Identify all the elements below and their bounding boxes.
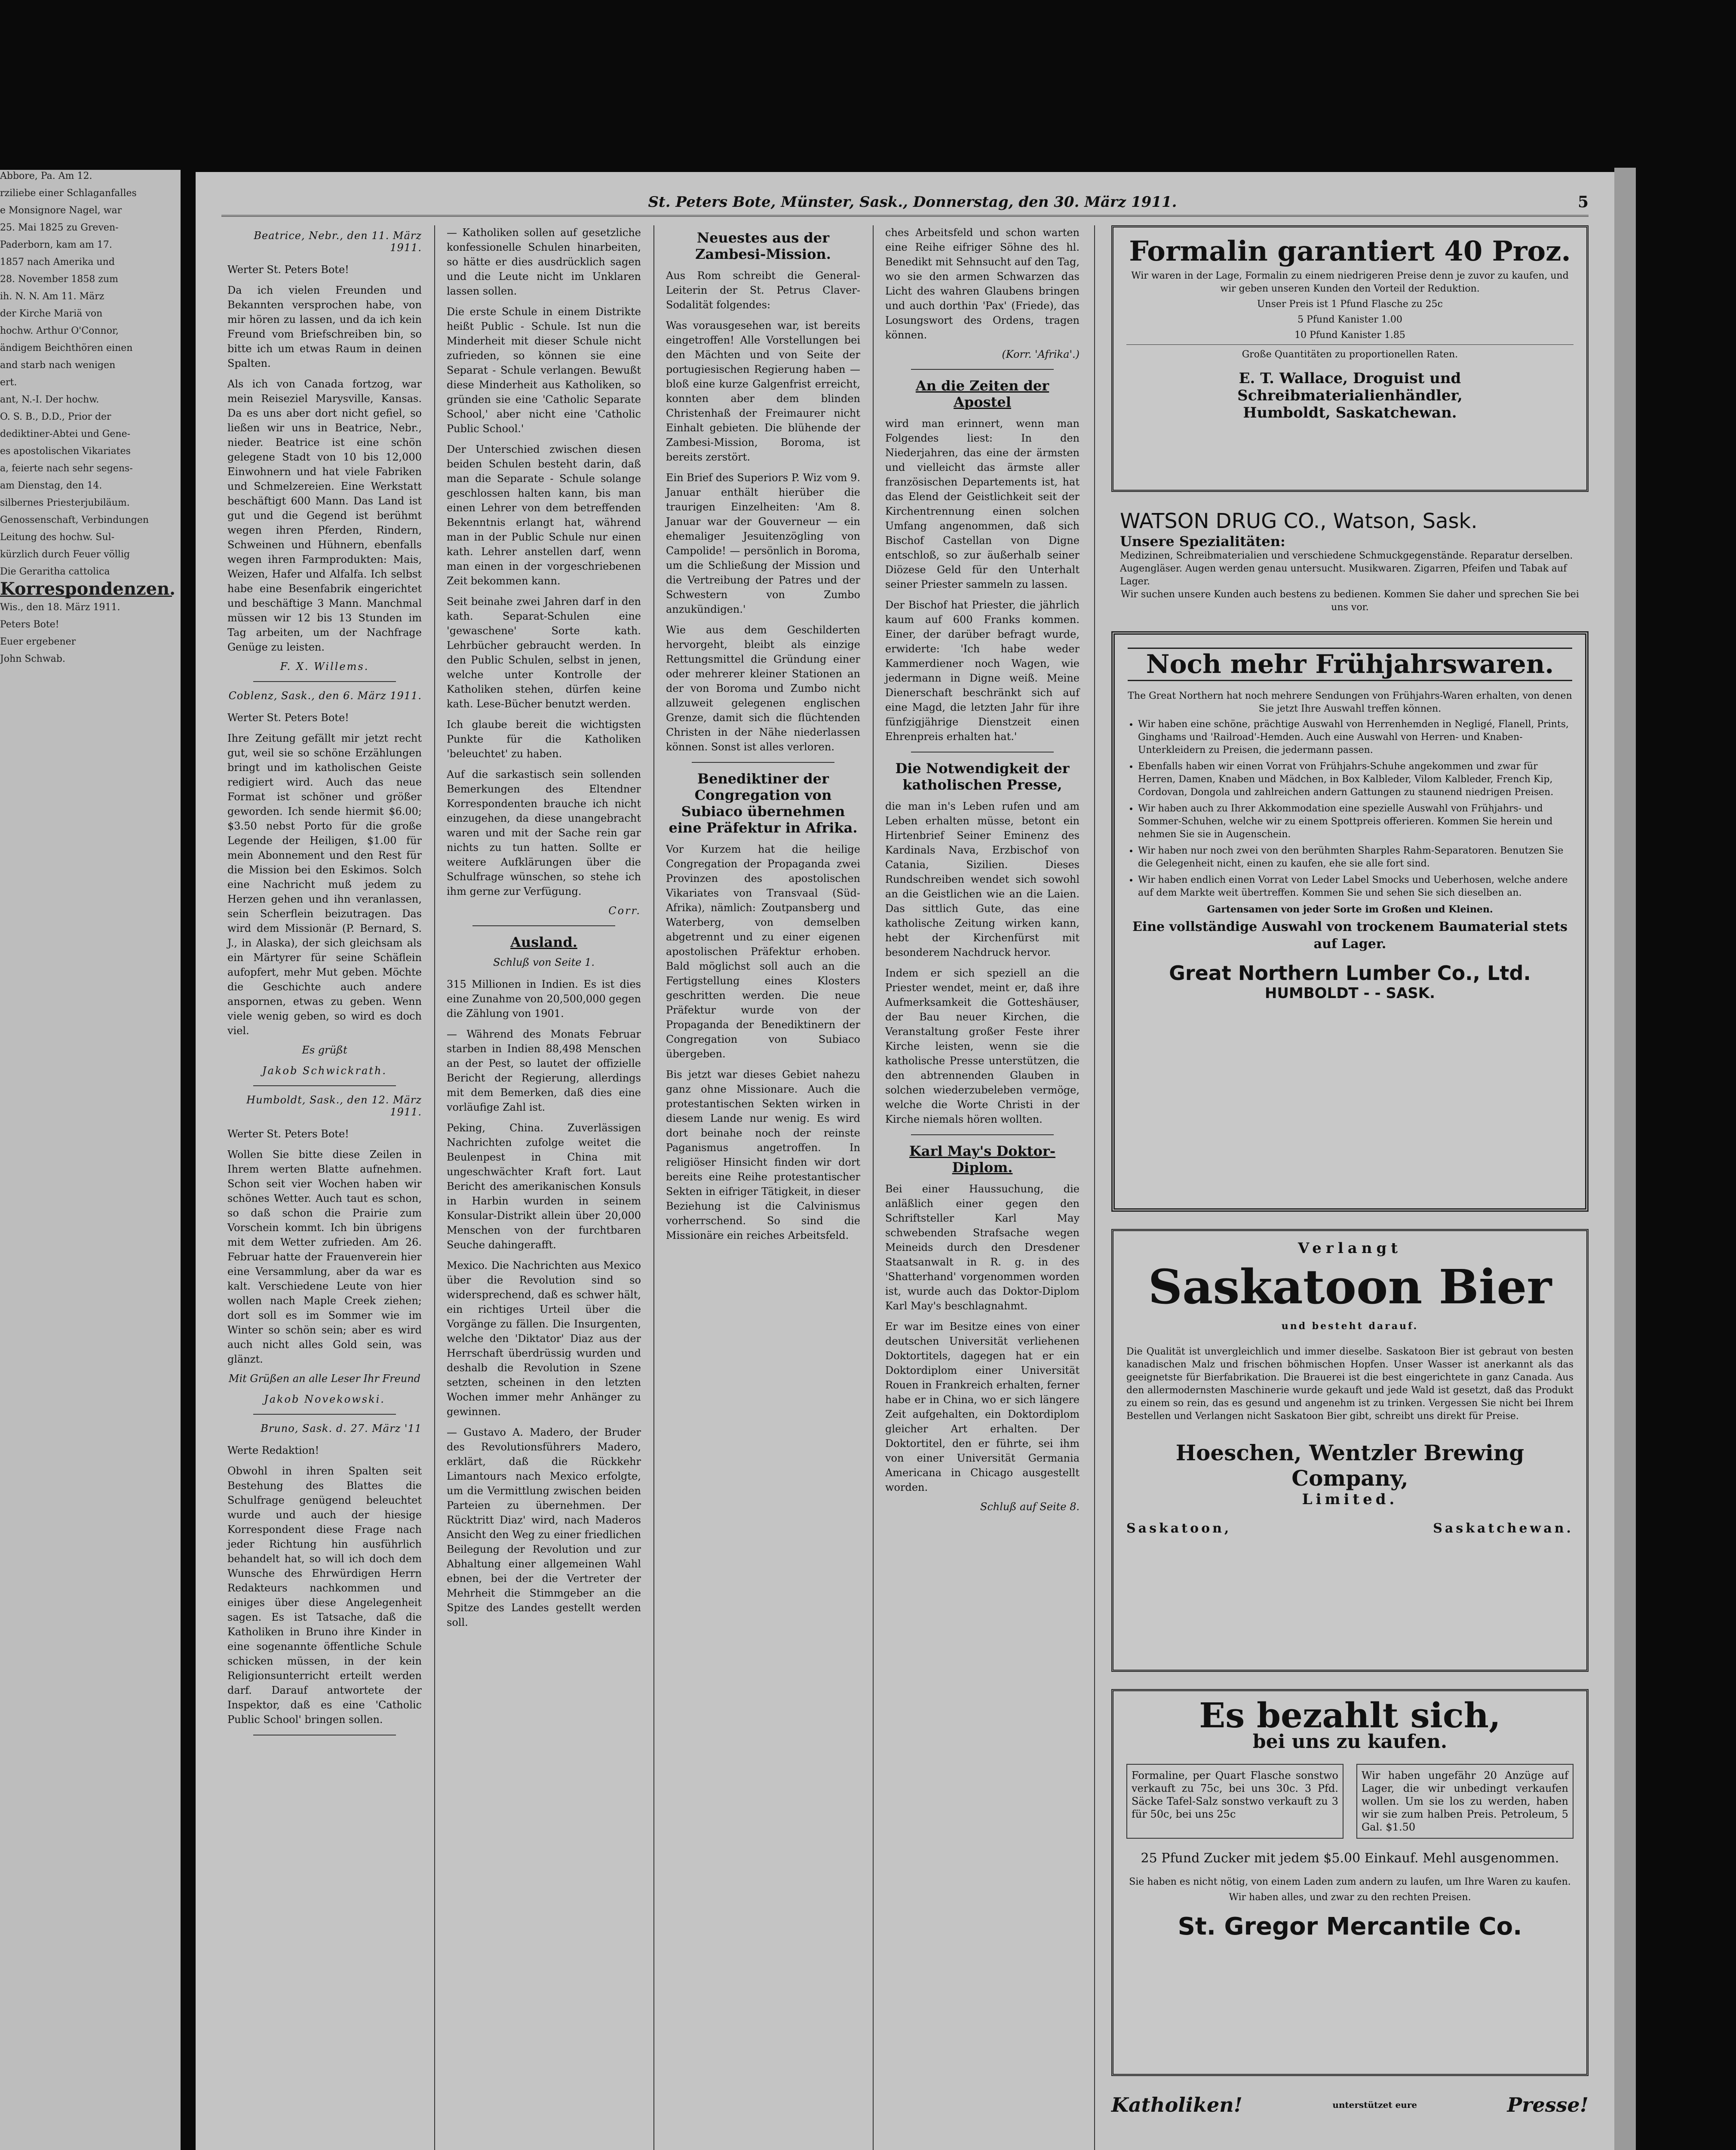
ad-bier-sub: und besteht darauf. [1281, 1321, 1419, 1332]
ad-gregor-company: St. Gregor Mercantile Co. [1178, 1913, 1522, 1941]
section-title-zambesi: Neuestes aus der Zambesi-Mission. [695, 230, 831, 262]
section-title-benediktiner: Benediktiner der Congregation von Subiaco übernehmen eine Präfektur in Afrika. [669, 771, 858, 836]
prev-page-line: der Kirche Mariä von [0, 308, 103, 319]
ad-formalin [1111, 225, 1589, 492]
letter-signature: F. X. Willems. [280, 660, 369, 673]
ad-lumber-intro: The Great Northern hat noch mehrere Sendungen von Frühjahrs-Waren erhalten, von denen Sie jetzt Ihre Auswahl treffen können. [1128, 691, 1572, 714]
ad-watson-subtitle: Unsere Spezialitäten: [1120, 533, 1285, 550]
ad-watson-specialties: Medizinen, Schreibmaterialien und verschiedene Schmuckgegenstände. Reparatur derselben. Augengläser. Augen werden genau untersucht. Musikwaren. Zigarren, Pfeifen und Tabak auf Lager. [1120, 550, 1573, 587]
prev-page-line: ändigem Beichthören einen [0, 343, 133, 353]
paragraph: — Gustavo A. Madero, der Bruder des Revolutionsführers Madero, erklärt, daß die Rückkehr Limantours nach Mexico erfolgte, um die Vermittlung zwischen beiden Parteien zu übernehmen. Der Rücktritt Diaz' wird, nach Maderos Ansicht den Weg zu einer friedlichen Beilegung der Revolution und zur Abhaltung einer allgemeinen Wahl ebnen, bei der die Vertreter der Mehrheit die Stimmgeber an die Spitze des Landes gestellt werden soll. [447, 1426, 641, 1628]
ad-formalin-note: Große Quantitäten zu proportionellen Raten. [1126, 344, 1573, 361]
page-title: St. Peters Bote, Münster, Sask., Donnerstag, den 30. März 1911. [648, 194, 1177, 211]
prev-page-line: am Dienstag, den 14. [0, 480, 102, 491]
prev-page-line: John Schwab. [0, 654, 65, 664]
divider [911, 1134, 1054, 1135]
column-rule [434, 225, 435, 2150]
section-title-presse: Die Notwendigkeit der katholischen Presse, [895, 760, 1070, 793]
ad-lumber-item: • Wir haben eine schöne, prächtige Auswahl von Herrenhemden in Negligé, Flanell, Prints, Ginghams und 'Railroad'-Hemden. Auch eine Auswahl von Herren- und Knaben-Unterkleidern zu Preisen, die jedermann passen. [1138, 718, 1572, 757]
paragraph: Wollen Sie bitte diese Zeilen in Ihrem werten Blatte aufnehmen. Schon seit vier Wochen haben wir schönes Wetter. Auch taut es schon, so daß schon die Prairie zum Vorschein kommt. Ich bin übrigens mit dem Wetter zufrieden. Am 26. Februar hatte der Frauenverein hier eine Versammlung, aber da war es kalt. Verschiedene Leute von hier wollen nach Maple Creek ziehen; dort soll es im Sommer wie im Winter so schön sein; aber es wird auch nicht alles Gold sein, was glänzt. [227, 1149, 422, 1365]
prev-page-line: 28. November 1858 zum [0, 274, 118, 285]
page-edge [1614, 168, 1636, 2150]
letter-salutation: Werter St. Peters Bote! [227, 712, 349, 724]
ad-watson [1111, 509, 1589, 614]
footer-right: Presse! [1507, 2093, 1589, 2116]
prev-page-line: Genossenschaft, Verbindungen [0, 515, 149, 525]
paragraph: Auf die sarkastisch sein sollenden Bemerkungen des Eltendner Korrespondenten brauche ich nicht einzugehen, da diese unangebracht waren und mit der Sache rein gar nichts zu tun hatten. Sollte er weitere Aufklärungen über die Schulfrage wünschen, so stehe ich ihm gerne zur Verfügung. [447, 768, 641, 897]
ad-lumber-item: • Wir haben auch zu Ihrer Akkommodation eine spezielle Auswahl von Frühjahrs- und Sommer-Schuhen, welche wir zu einem Spottpreis offerieren. Kommen Sie herein und nehmen Sie sie in Augenschein. [1138, 802, 1572, 841]
prev-page-line: ert. [0, 377, 17, 388]
ad-gregor-sub: bei uns zu kaufen. [1252, 1731, 1448, 1753]
section-title-apostel: An die Zeiten der Apostel [915, 378, 1049, 410]
paragraph: Mexico. Die Nachrichten aus Mexico über die Revolution sind so widersprechend, daß es schwer hält, ein richtiges Urteil über die Vorgänge zu fällen. Die Insurgenten, welche den 'Diktator' Diaz aus der Herrschaft überdrüssig wurden und deshalb die Revolution in Szene setzten, scheinen in den letzten Wochen immer mehr Anhänger zu gewinnen. [447, 1259, 641, 1418]
prev-page-line: Abbore, Pa. Am 12. [0, 171, 92, 181]
letter-dateline: Bruno, Sask. d. 27. März '11 [261, 1422, 422, 1434]
divider [253, 1414, 396, 1415]
divider [253, 1085, 396, 1086]
section-title-karl-may: Karl May's Doktor-Diplom. [909, 1143, 1055, 1176]
paragraph: Ein Brief des Superiors P. Wiz vom 9. Januar enthält hierüber die traurigen Einzelheiten: 'Am 8. Januar war der Gouverneur — ein ehemaliger Jesuitenzögling von Campolide! — persönlich in Boroma, um die Schließung der Mission und die Vertreibung der Patres und der Schwestern von Zumbo anzukündigen.' [666, 472, 860, 615]
paragraph: Da ich vielen Freunden und Bekannten versprochen habe, von mir hören zu lassen, und da ich kein Freund vom Briefschreiben bin, so bitte ich um etwas Raum in deinen Spalten. [227, 284, 422, 369]
paragraph: 315 Millionen in Indien. Es ist dies eine Zunahme von 20,500,000 gegen die Zählung von 1901. [447, 978, 641, 1020]
divider [911, 369, 1054, 370]
paragraph: Bis jetzt war dieses Gebiet nahezu ganz ohne Missionare. Auch die protestantischen Sekten wirken in diesem Lande nur wenig. Es wird dort beinahe noch der reinste Paganismus angetroffen. In religiöser Hinsicht finden wir dort bereits eine Reihe protestantischer Sekten in eifriger Tätigkeit, in dieser Beziehung ist die Calvinismus vorherrschend. So sind die Missionäre ein reiches Arbeitsfeld. [666, 1069, 860, 1241]
footer-middle: unterstützet eure [1332, 2100, 1417, 2110]
column-3 [660, 225, 866, 2150]
letter-greeting: Mit Grüßen an alle Leser Ihr Freund [228, 1373, 421, 1385]
prev-page-line: kürzlich durch Feuer völlig [0, 549, 130, 560]
ad-lumber-bottom: Eine vollständige Auswahl von trockenem Baumaterial stets auf Lager. [1132, 919, 1567, 952]
ad-bier-address [1126, 1521, 1573, 1536]
ad-formalin-text: Wir waren in der Lage, Formalin zu einem niedrigeren Preise denn je zuvor zu kaufen, und wir geben unseren Kunden den Vorteil der Reduktion. [1131, 270, 1569, 294]
letter-dateline: Humboldt, Sask., den 12. März 1911. [246, 1094, 422, 1118]
ad-lumber-garden: Gartensamen von jeder Sorte im Großen und Kleinen. [1207, 904, 1493, 915]
ad-gregor-note2: Wir haben alles, und zwar zu den rechten Preisen. [1229, 1892, 1471, 1903]
prev-page-line: Korrespondenzen. [0, 579, 176, 599]
ad-great-northern-lumber [1111, 631, 1589, 1212]
prev-page-line: silbernes Priesterjubiläum. [0, 498, 130, 508]
paragraph: Vor Kurzem hat die heilige Congregation der Propaganda zwei Provinzen des apostolischen Vikariates von Transvaal (Süd-Afrika), nämlich: Zoutpansberg und Waterberg, von demselben abgetrennt und zu einer eigenen apostolischen Präfektur erhoben. Bald möglichst soll auch an die Fertigstellung eines Klosters geschritten werden. Die neue Präfektur wurde von der Propaganda der Benediktinern der Congregation von Subiaco übergeben. [666, 843, 860, 1060]
column-4 [879, 225, 1086, 2150]
advertisements-column [1107, 225, 1593, 2150]
prev-page-line: es apostolischen Vikariates [0, 446, 131, 457]
ad-formalin-title: Formalin garantiert 40 Proz. [1129, 235, 1571, 267]
paragraph: wird man erinnert, wenn man Folgendes liest: In den Niederjahren, das eine der ärmsten und vielleicht das ärmste aller französischen Departements ist, hat das Elend der Geistlichkeit seit der Kirchentrennung einen solchen Umfang angenommen, daß sich Bischof Castellan von Digne entschloß, so zur äußerhalb seiner Diözese Geld für den Unterhalt seiner Priester sammeln zu lassen. [885, 418, 1080, 590]
prev-page-line: and starb nach wenigen [0, 360, 116, 371]
prev-page-line: ih. N. N. Am 11. März [0, 291, 104, 302]
paragraph: Obwohl in ihren Spalten seit Bestehung des Blattes die Schulfrage genügend beleuchtet wurde und auch der hiesige Korrespondent diese Frage nach jeder Richtung hin ausführlich behandelt hat, so will ich doch dem Wunsche des Ehrwürdigen Herrn Redakteurs nachkommen und einiges über diese Angelegenheit sagen. Es ist Tatsache, daß die Katholiken in Bruno ihre Kinder in eine sogenannte öffentliche Schule schicken müssen, in der kein Religionsunterricht erteilt werden darf. Darauf antwortete der Inspektor, daß es eine 'Catholic Public School' bringen sollen. [227, 1465, 422, 1726]
column-rule [873, 225, 874, 2150]
continued-note: Schluß auf Seite 8. [980, 1501, 1080, 1513]
paragraph: Als ich von Canada fortzog, war mein Reiseziel Marysville, Kansas. Da es uns aber dort nicht gefiel, so ließen wir uns in Beatrice, Nebr., nieder. Beatrice ist eine schön gelegene Stadt von 10 bis 12,000 Einwohnern und hat viele Fabriken und Schmelzereien. Eine Werkstatt beschäftigt 600 Mann. Das Land ist gut und die Gegend ist berühmt wegen ihren Pferden, Rindern, Schweinen und Hühnern, ebenfalls wegen ihren Farmprodukten: Mais, Weizen, Hafer und Alfalfa. Ich selbst habe eine Besenfabrik eingerichtet und beschäftige 3 Mann. Manchmal müssen wir 12 bis 13 Stunden im Tag arbeiten, um der Nachfrage Genüge zu leisten. [227, 378, 422, 653]
ad-lumber-items [1128, 718, 1572, 900]
footer-left: Katholiken! [1111, 2093, 1242, 2116]
ad-bier-title: Saskatoon Bier [1148, 1259, 1552, 1315]
ad-formalin-location: Humboldt, Saskatchewan. [1243, 404, 1457, 421]
ad-formalin-price-1: Unser Preis ist 1 Pfund Flasche zu 25c [1257, 299, 1443, 310]
paragraph: — Während des Monats Februar starben in Indien 88,498 Menschen an der Pest, so lautet der offizielle Bericht der Regierung, allerdings mit dem Bemerken, daß dies eine vorläufige Zahl ist. [447, 1028, 641, 1113]
letter-dateline: Beatrice, Nebr., den 11. März 1911. [254, 230, 422, 254]
paragraph: Seit beinahe zwei Jahren darf in den kath. Separat-Schulen eine 'gewaschene' Sorte kath. Lehrbücher gebraucht werden. In den Public Schulen, selbst in jenen, welche unter Kontrolle der Katholiken stehen, dürfen keine kath. Lese-Bücher benutzt werden. [447, 596, 641, 710]
ad-watson-note: Wir suchen unsere Kunden auch bestens zu bedienen. Kommen Sie daher und sprechen Sie bei uns vor. [1121, 589, 1579, 613]
prev-page-line: 1857 nach Amerika und [0, 257, 115, 267]
divider [692, 762, 834, 763]
ad-st-gregor [1111, 1689, 1589, 2076]
prev-page-line: Wis., den 18. März 1911. [0, 602, 120, 613]
ad-bier-company: Hoeschen, Wentzler Brewing Company, [1175, 1440, 1524, 1491]
paragraph: ches Arbeitsfeld und schon warten eine Reihe eifriger Söhne des hl. Benedikt mit Sehnsucht auf den Tag, wo sie den armen Schwarzen das Licht des wahren Glaubens bringen und auch dorthin 'Pax' (Friede), das Losungswort des Ordens, tragen können. [885, 227, 1080, 341]
ad-bier-text: Die Qualität ist unvergleichlich und immer dieselbe. Saskatoon Bier ist gebraut von besten kanadischen Malz und frischen böhmischen Hopfen. Unser Wasser ist anerkannt als das geeignetste für Bierfabrikation. Die Brauerei ist die best eingerichtete in ganz Canada. Aus den allermodernsten Maschinerie wurde gekauft und jede Wald ist gesetzt, daß das Produkt zu einem so rein, das es gesund und angenehm ist zu trinken. Vergessen Sie nicht bei Ihrem Bestellen und Verlangen nicht Saskatoon Bier gibt, schreibt uns direkt für Preise. [1126, 1346, 1573, 1422]
column-1 [221, 225, 428, 2150]
paragraph: Der Unterschied zwischen diesen beiden Schulen besteht darin, daß man die Separate - Schule solange geschlossen halten kann, bis man einen Lehrer von dem betreffenden Bekenntnis erlangt hat, während man in der Public Schule nur einen kath. Lehrer anstellen darf, wenn man einen in der vorgeschriebenen Zeit bekommen kann. [447, 443, 641, 587]
source-note: (Korr. 'Afrika'.) [1002, 348, 1080, 360]
paragraph: Bei einer Haussuchung, die anläßlich einer gegen den Schriftsteller Karl May schwebenden Strafsache wegen Meineids durch den Dresdener Staatsanwalt in R. g. in des 'Shatterhand' vorgenommen worden ist, wurde auch das Doktor-Diplom Karl May's beschlagnahmt. [885, 1183, 1080, 1312]
prev-page-line: dediktiner-Abtei und Gene- [0, 429, 131, 439]
paragraph: Was vorausgesehen war, ist bereits eingetroffen! Alle Vorstellungen bei den Mächten und von Seite der portugiesischen Regierung haben — bloß eine kurze Galgenfrist erreicht, konnten aber dem blinden Christenhaß der Freimaurer nicht Einhalt gebieten. Die blühende der Zambesi-Mission, Boroma, ist bereits zerstört. [666, 319, 860, 463]
ad-gregor-right-box: Wir haben ungefähr 20 Anzüge auf Lager, die wir unbedingt verkaufen wollen. Um sie los zu werden, haben wir sie zum halben Preis. Petroleum, 5 Gal. $1.50 [1356, 1764, 1573, 1839]
letter-salutation: Werter St. Peters Bote! [227, 1128, 349, 1140]
divider [472, 925, 615, 926]
ad-lumber-item: • Wir haben nur noch zwei von den berühmten Sharples Rahm-Separatoren. Benutzen Sie die Gelegenheit nicht, einen zu kaufen, ehe sie alle fort sind. [1138, 845, 1572, 870]
ad-lumber-company: Great Northern Lumber Co., Ltd. [1169, 961, 1531, 985]
section-title-ausland: Ausland. [510, 934, 577, 950]
paragraph: Die erste Schule in einem Distrikte heißt Public - Schule. Ist nun die Minderheit mit dieser Schule nicht zufrieden, so können sie eine Separat - Schule verlangen. Bewußt diese Minderheit aus Katholiken, so gründen sie eine 'Catholic Separate School,' aber nicht eine 'Catholic Public School.' [447, 306, 641, 435]
ad-lumber-title: Noch mehr Frühjahrswaren. [1128, 648, 1572, 681]
ad-bier-province: Saskatchewan. [1433, 1521, 1573, 1536]
paragraph: Peking, China. Zuverlässigen Nachrichten zufolge weitet die Beulenpest in China mit ungeschwächter Kraft fort. Laut Bericht des amerikanischen Konsuls in Harbin wurden in seinem Konsular-Distrikt allein über 20,000 Menschen von der furchtbaren Seuche dahingerafft. [447, 1122, 641, 1251]
paragraph: Ich glaube bereit die wichtigsten Punkte für die Katholiken 'beleuchtet' zu haben. [447, 719, 641, 760]
ad-gregor-title: Es bezahlt sich, [1199, 1695, 1501, 1735]
page-header [221, 189, 1589, 217]
paragraph: Ihre Zeitung gefällt mir jetzt recht gut, weil sie so schöne Erzählungen bringt und im katholischen Geiste redigiert wird. Auch das neue Format ist schöner und größer geworden. Ich sende hiermit $6.00; $3.50 nebst Porto für die große Legende der Heiligen, $1.00 für mein Abonnement und den Rest für die Mission bei den Eskimos. Solch eine Nachricht muß jedem zu Herzen gehen und ihn veranlassen, sein Scherflein beizutragen. Das wird dem Missionär (P. Bernard, S. J., in Alaska), der sich gleichsam als ein Märtyrer für seine Schäflein aufopfert, mehr Mut geben. Möchte die Geschichte auch andere anspornen, etwas zu geben. Wenn viele wenig geben, so wird es doch viel. [227, 732, 422, 1037]
column-2 [441, 225, 647, 2150]
ad-gregor-center: 25 Pfund Zucker mit jedem $5.00 Einkauf. Mehl ausgenommen. [1141, 1851, 1559, 1866]
prev-page-line: e Monsignore Nagel, war [0, 205, 122, 216]
divider [253, 681, 396, 682]
paragraph: Indem er sich speziell an die Priester wendet, meint er, daß ihre Aufmerksamkeit die Gotteshäuser, der Bau neuer Kirchen, die Veranstaltung großer Feste ihrer Kirche leisten, wenn sie die katholische Presse unterstützen, die den abtrennenden Glauben in solchen wiederzubeleben vermöge, welche die Worte Christi in der Kirche niemals hören wollten. [885, 967, 1080, 1125]
letter-signature: Jakob Schwickrath. [262, 1065, 387, 1077]
paragraph: die man in's Leben rufen und am Leben erhalten müsse, betont ein Hirtenbrief Seiner Eminenz des Kardinals Nava, Erzbischof von Catania, Sizilien. Dieses Rundschreiben wendet sich sowohl an die Geistlichen wie an die Laien. Das sittlich Gute, das eine katholische Zeitung wirken kann, hebt der Kirchenfürst mit besonderem Nachdruck hervor. [885, 800, 1080, 958]
letter-greeting: Es grüßt [302, 1044, 347, 1056]
paragraph: Er war im Besitze eines von einer deutschen Universität verliehenen Doktortitels, dagegen hat er ein Doktordiplom einer Universität Rouen in Frankreich erhalten, ferner habe er in China, wo er sich längere Zeit aufgehalten, ein Doktordiplom gleicher Art erhalten. Der Doktortitel, den er führte, sei ihm von einer Universität Germania Americana in Chicago ausgestellt worden. [885, 1321, 1080, 1493]
ad-watson-title: WATSON DRUG CO., Watson, Sask. [1120, 509, 1478, 533]
prev-page-line: Paderborn, kam am 17. [0, 240, 112, 250]
paragraph: Aus Rom schreibt die General-Leiterin der St. Petrus Claver-Sodalität folgendes: [666, 270, 860, 311]
ad-bier-top: Verlangt [1298, 1240, 1402, 1257]
ad-formalin-merchant: E. T. Wallace, Droguist und Schreibmaterialienhändler, [1237, 370, 1463, 404]
ad-formalin-price-3: 10 Pfund Kanister 1.85 [1294, 330, 1405, 341]
prev-page-line: Die Geraritha cattolica [0, 566, 110, 577]
ad-lumber-item: • Wir haben endlich einen Vorrat von Leder Label Smocks und Ueberhosen, welche andere auf dem Markte weit übertreffen. Kommen Sie und sehen Sie sich dieselben an. [1138, 874, 1572, 900]
ad-saskatoon-bier [1111, 1229, 1589, 1672]
ad-bier-city: Saskatoon, [1126, 1521, 1232, 1536]
ad-bier-limited: Limited. [1302, 1491, 1398, 1508]
prev-page-line: Leitung des hochw. Sul- [0, 532, 115, 543]
footer-slogan [1111, 2093, 1589, 2116]
prev-page-line: Euer ergebener [0, 636, 76, 647]
prev-page-line: O. S. B., D.D., Prior der [0, 412, 111, 422]
page-number: 5 [1577, 193, 1589, 211]
letter-salutation: Werte Redaktion! [227, 1444, 319, 1456]
paragraph: Wie aus dem Geschilderten hervorgeht, bleibt als einzige Rettungsmittel die Gründung einer oder mehrerer kleiner Stationen an der von Boroma und Zumbo nicht allzuweit gelegenen englischen Grenze, damit sich die flüchtenden Christen in der Nähe niederlassen können. Sonst ist alles verloren. [666, 624, 860, 753]
section-subtitle: Schluß von Seite 1. [493, 956, 595, 968]
prev-page-line: ant, N.-I. Der hochw. [0, 394, 99, 405]
column-rule [653, 225, 654, 2150]
columns [221, 225, 1589, 2150]
prev-page-line: rziliebe einer Schlaganfalles [0, 188, 137, 199]
prev-page-line: Peters Bote! [0, 619, 59, 630]
column-rule [1094, 225, 1095, 2150]
letter-salutation: Werter St. Peters Bote! [227, 264, 349, 276]
signature: Corr. [608, 905, 641, 917]
letter-signature: Jakob Novekowski. [264, 1393, 385, 1405]
prev-page-line: hochw. Arthur O'Connor, [0, 326, 119, 336]
paragraph: — Katholiken sollen auf gesetzliche konfessionelle Schulen hinarbeiten, so hätte er dies ausdrücklich sagen und die Leute nicht im Unklaren lassen sollen. [447, 227, 641, 297]
newspaper-page [196, 172, 1614, 2150]
paragraph: Der Bischof hat Priester, die jährlich kaum auf 600 Franks kommen. Einer, der darüber befragt wurde, erwiderte: 'Ich habe weder Kammerdiener noch Wagen, wie jedermann in Digne weiß. Meine Dienerschaft beschränkt sich auf eine Magd, die letzten Jahr für ihre fünfzigjährige Dienstzeit einen Ehrenpreis erhalten hat.' [885, 599, 1080, 743]
prev-page-line: a, feierte nach sehr segens- [0, 463, 133, 474]
ad-formalin-price-2: 5 Pfund Kanister 1.00 [1297, 314, 1402, 325]
letter-dateline: Coblenz, Sask., den 6. März 1911. [228, 690, 422, 702]
ad-gregor-note: Sie haben es nicht nötig, von einem Laden zum andern zu laufen, um Ihre Waren zu kaufen. [1129, 1877, 1571, 1887]
ad-gregor-left-box: Formaline, per Quart Flasche sonstwo verkauft zu 75c, bei uns 30c. 3 Pfd. Säcke Tafel-Salz sonstwo verkauft zu 3 für 50c, bei uns 25c [1126, 1764, 1343, 1839]
ad-lumber-item: • Ebenfalls haben wir einen Vorrat von Frühjahrs-Schuhe angekommen und zwar für Herren, Damen, Knaben und Mädchen, in Box Kalbleder, Vilom Kalbleder, French Kip, Cordovan, Dongola und zahlreichen andern Gattungen zu staunend niedrigen Preisen. [1138, 760, 1572, 799]
prev-page-line: 25. Mai 1825 zu Greven- [0, 222, 119, 233]
previous-page-fragment [0, 170, 181, 2150]
ad-lumber-location: HUMBOLDT - - SASK. [1264, 985, 1435, 1002]
